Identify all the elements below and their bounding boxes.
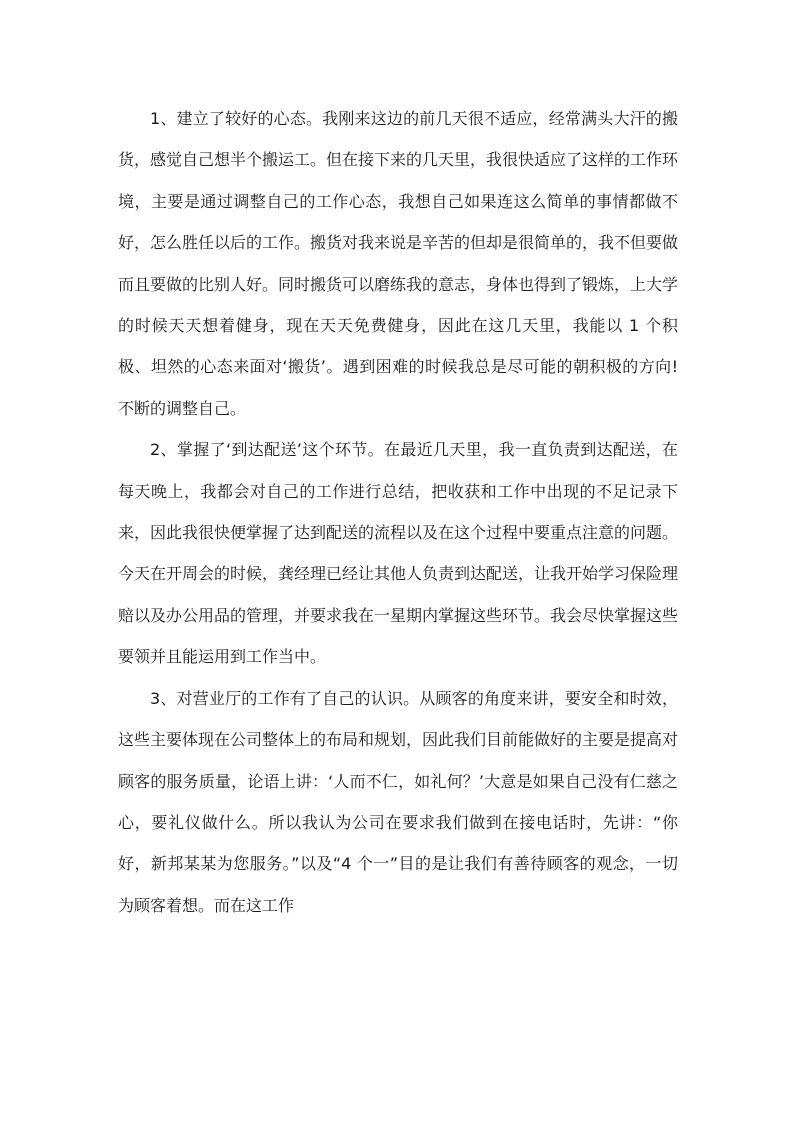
document-body (118, 98, 678, 926)
paragraph-3: 3、对营业厅的工作有了自己的认识。从顾客的角度来讲，要安全和时效，这些主要体现在公司整体上的布局和规划，因此我们目前能做好的主要是提高对顾客的服务质量，论语上讲：‘人而不仁，如礼何？’大意是如果自己没有仁慈之心，要礼仪做什么。所以我认为公司在要求我们做到在接电话时，先讲：“你好，新邦某某为您服务。”以及“4 个一”目的是让我们有善待顾客的观念，一切为顾客着想。而在这工作 (118, 688, 679, 915)
paragraph-1: 1、建立了较好的心态。我刚来这边的前几天很不适应，经常满头大汗的搬货，感觉自己想半个搬运工。但在接下来的几天里，我很快适应了这样的工作环境，主要是通过调整自己的工作心态，我想自己如果连这么简单的事情都做不好，怎么胜任以后的工作。搬货对我来说是辛苦的但却是很简单的，我不但要做而且要做的比别人好。同时搬货可以磨练我的意志，身体也得到了锻炼，上大学的时候天天想着健身，现在天天免费健身，因此在这几天里，我能以 1 个积极、坦然的心态来面对‘搬货’。遇到困难的时候我总是尽可能的朝积极的方向!不断的调整自己。 (118, 109, 679, 418)
paragraph-2: 2、掌握了‘到达配送’这个环节。在最近几天里，我一直负责到达配送，在每天晚上，我都会对自己的工作进行总结，把收获和工作中出现的不足记录下来，因此我很快便掌握了达到配送的流程以及在这个过程中要重点注意的问题。今天在开周会的时候，龚经理已经让其他人负责到达配送，让我开始学习保险理赔以及办公用品的管理，并要求我在一星期内掌握这些环节。我会尽快掌握这些要领并且能运用到工作当中。 (118, 440, 679, 667)
